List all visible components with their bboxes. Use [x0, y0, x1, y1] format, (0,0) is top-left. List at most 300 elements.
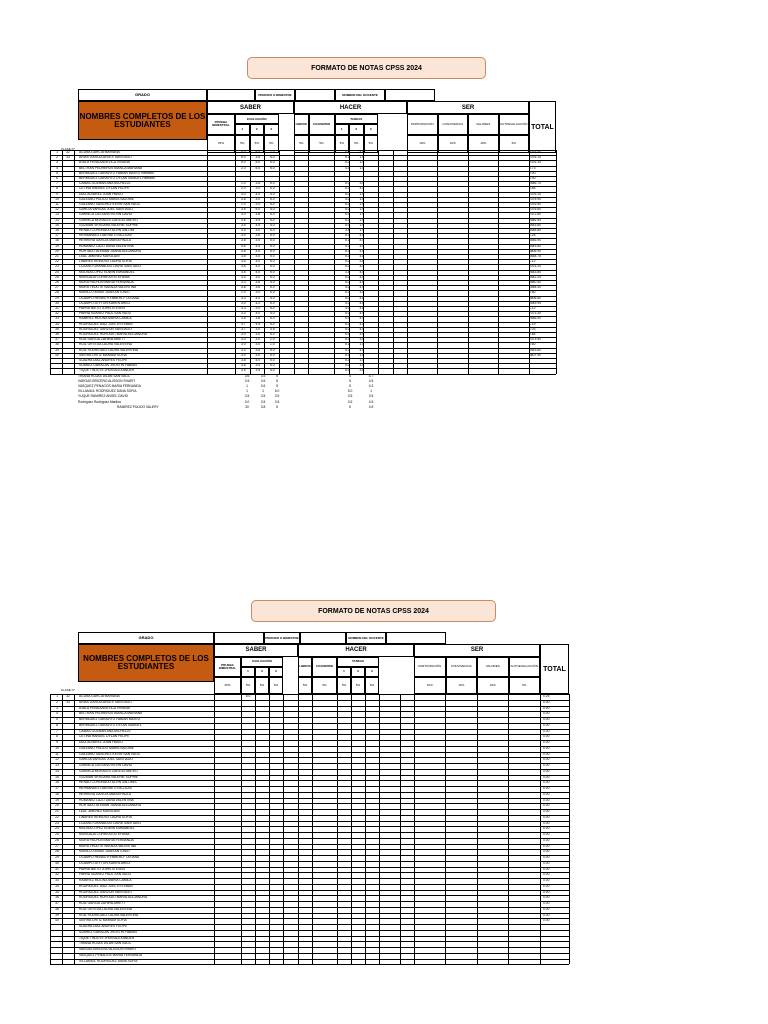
eval-value: 5.0 — [269, 222, 275, 227]
eval-value: 4.5 — [255, 248, 261, 253]
pct-t3: 5% — [365, 677, 379, 695]
student-name: GALEANO SANCHEZ KEVIN SANTIAGO — [79, 751, 141, 756]
row-number: 1 — [56, 694, 58, 698]
tarea-value: 4.0 — [344, 306, 350, 310]
student-name: RODRIGUEZ GARZON SANTIAGO — [79, 326, 132, 331]
row-number: 16 — [55, 780, 59, 785]
row-number: 6 — [56, 176, 58, 180]
extra-value: 5 — [349, 373, 351, 378]
tarea-value: 5.0 — [344, 254, 350, 258]
eval-value: 5.0 — [269, 160, 275, 165]
extra-value: 3.5 — [260, 373, 266, 378]
tarea-value: 5.0 — [344, 326, 350, 331]
eval-value: 5.0 — [269, 274, 275, 279]
eval-value: 3.5 — [240, 269, 246, 274]
student-name: RAMIREZ MOLINA MARIA CAMILA — [79, 878, 132, 882]
student-name: DIAZ ALVAREZ JUAN PABLO — [79, 740, 123, 744]
student-name: HURTADO ALEMAN JUANA ALEJANDRA — [79, 248, 141, 253]
row-number: 15 — [55, 222, 59, 227]
student-name: SUAREZ GARALAN JHOSTIN FABIAN — [79, 363, 137, 368]
row-number: 11 — [55, 751, 59, 756]
student-name: RUIZ ORTEGA LAURA VALENTINA — [79, 342, 133, 347]
eval-value: 5.0 — [269, 259, 275, 264]
tarea-value: 5.0 — [344, 160, 350, 165]
student-name: MORA TINJOTE NATALIA VALENTINA — [79, 285, 137, 290]
row-number: 10 — [55, 196, 59, 201]
eval-value: 3.8 — [240, 363, 246, 368]
eval-value: 3.0 — [255, 326, 261, 331]
row-number: 40 — [55, 352, 59, 357]
extra-value: 3.5 — [347, 399, 353, 404]
extra-value: 5 — [349, 384, 351, 388]
student-name: MURILLO ARIAS JUAN ANTONIO — [79, 849, 130, 854]
eval-value: 5.0 — [269, 191, 275, 196]
students-name-header: NOMBRES COMPLETOS DE LOS ESTUDIANTES — [78, 644, 214, 682]
docente-value — [386, 632, 446, 644]
row-number: 32 — [55, 872, 59, 877]
student-name: RUIZ RODRIGUEZ LAURA VALENTINA — [79, 912, 139, 917]
extra-value: 1 — [246, 389, 248, 394]
tarea-value: 5.0 — [344, 290, 350, 295]
student-name: PARRA SUAREZ PAUL SANTIAGO — [79, 311, 132, 316]
tarea-value: 3.5 — [359, 290, 365, 295]
row-number: 6 — [56, 722, 58, 727]
row-total: 0.00 — [543, 717, 550, 721]
student-name: ARIAS GARCIA ARLEX SANTIAGO — [79, 699, 132, 704]
student-name: CAMAS GUZMAN ANA MICHELLE — [79, 728, 131, 733]
eval-value: 3.5 — [240, 222, 246, 227]
tarea-value: 5.0 — [344, 181, 350, 186]
student-name: HERNANDEZ LIBERATO NICOLAS — [79, 233, 132, 238]
eval-value: 3.8 — [240, 285, 246, 290]
eval-value: 5.0 — [269, 363, 275, 368]
student-name: GARNICA MORALES CARLOS MATEO — [79, 768, 138, 773]
tarea-value: 1.0 — [359, 160, 365, 165]
pct-auto: 5% — [499, 135, 530, 153]
tarea-value: 1.0 — [359, 358, 365, 362]
row-total: 0.00 — [543, 763, 550, 767]
tarea-value: 5.0 — [344, 186, 350, 191]
tarea-value: 5.0 — [344, 248, 350, 253]
student-name: HENAO CORONADO ALVIN SALOMIS — [79, 780, 137, 785]
eval-2: 2 — [255, 667, 269, 677]
eval-value: 3.0 — [240, 342, 246, 347]
row-number: 21 — [55, 809, 59, 813]
row-number: 28 — [55, 849, 59, 854]
student-name: GALEANO PULIDO MARIA SALOME — [79, 745, 134, 750]
row-number: 22 — [55, 814, 59, 819]
row-number: 2 — [56, 155, 58, 160]
student-name: CAMAS GUZMAN ANA MICHELLE — [79, 181, 131, 186]
pct-prueba: 25% — [207, 135, 235, 153]
eval-value: 3.5 — [240, 207, 246, 212]
eval-value: 3.8 — [240, 217, 246, 222]
eval-value: 4.6 — [240, 243, 246, 248]
pct-e1: 5% — [241, 677, 255, 695]
row-number: 21 — [55, 254, 59, 258]
row-total: 0.00 — [543, 745, 550, 750]
eval-value: 3.3 — [240, 306, 246, 310]
row-number: 22 — [55, 259, 59, 264]
tarea-value: 1.0 — [359, 228, 365, 232]
tarea-value: 5.0 — [344, 295, 350, 300]
row-number: 33 — [55, 878, 59, 882]
eval-value: 1.0 — [240, 181, 246, 186]
eval-value: 3.5 — [255, 238, 261, 243]
eval-value: 4.5 — [255, 321, 261, 326]
student-name: VILLAMILIL RODRIGUEZ DANA SOFIA — [78, 389, 137, 394]
student-name: VASQUEZ PENAGOS MARIA FERNANDA — [79, 952, 142, 957]
row-number: 9 — [56, 191, 58, 196]
extra-value: 3.5 — [274, 399, 280, 404]
row-total: 0.00 — [543, 918, 550, 923]
extra-value: 5 — [276, 384, 278, 388]
row-number: 23 — [55, 264, 59, 269]
student-name: SIERRA ORTIZ MARIAM SOFIA — [79, 352, 127, 357]
eval-value: 3.0 — [255, 290, 261, 295]
periodo-label: PERIODO O BIMESTRE — [255, 89, 295, 101]
pct-part: 10% — [407, 135, 438, 153]
pct-e1: 5% — [235, 135, 250, 153]
grado-value — [214, 632, 264, 644]
row-number: 14 — [55, 768, 59, 773]
row-total: 0.00 — [543, 757, 550, 762]
row-total: 2375.40 — [529, 150, 541, 154]
student-name: RODRIGUEZ GARZON SANTIAGO — [79, 889, 132, 894]
tarea-value: 3.5 — [344, 228, 350, 232]
student-name: LEAL JIMENEZ KAROLAIN — [79, 254, 120, 258]
eval-value: 3.0 — [255, 332, 261, 336]
row-total: 0540.40 — [529, 280, 541, 284]
eval-value: 4.7 — [240, 321, 246, 326]
student-name: RUIZ RODRIGUEZ LAURA VALENTINA — [79, 347, 139, 352]
eval-value: 1.0 — [240, 290, 246, 295]
row-number: 29 — [55, 855, 59, 859]
eval-value: 5.0 — [269, 295, 275, 300]
eval-value: 5.0 — [269, 316, 275, 321]
tarea-value: 5.0 — [344, 202, 350, 206]
row-total: 6806.90 — [529, 248, 541, 253]
row-total: 0548.30 — [529, 285, 541, 290]
row-number: 37 — [55, 337, 59, 342]
pct-t2: 5% — [349, 135, 364, 153]
row-total: 0.80 — [529, 290, 536, 295]
clase-number: 32 — [66, 694, 70, 698]
row-total: 0.00 — [543, 872, 550, 877]
extra-value: 4.5 — [368, 404, 374, 409]
clase-number: 33 — [66, 699, 70, 704]
tarea-value: 5.0 — [344, 311, 350, 316]
tarea-value: 5.0 — [344, 212, 350, 217]
student-name: RODRIGUEZ HURTADO MARIA ALEJANDRA — [79, 895, 148, 900]
row-number: 31 — [55, 866, 59, 871]
row-number: 12 — [55, 207, 59, 212]
valores-header: VALORES — [468, 114, 499, 135]
tarea-value: 1.0 — [359, 207, 365, 212]
row-number: 19 — [55, 243, 59, 248]
student-name: VASQUEZ PENAGOS MARIA FERNANDA — [78, 384, 141, 388]
docente-label: NOMBRE DEL DOCENTE — [335, 89, 385, 101]
tarea-2: 2 — [351, 667, 365, 677]
tarea-value: 4.5 — [359, 233, 365, 238]
eval-value: 3.8 — [255, 212, 261, 217]
tarea-value: 5.0 — [344, 332, 350, 336]
row-total: 0.00 — [543, 809, 550, 813]
clase-number: 33 — [66, 155, 70, 160]
eval-value: 4.2 — [255, 300, 261, 305]
tarea-value: 5.0 — [344, 300, 350, 305]
eval-value: 3.7 — [240, 326, 246, 331]
cuaderno-header: CUADERNO — [312, 657, 337, 677]
row-total: 0.00 — [543, 699, 550, 704]
row-total: 0546.70 — [529, 181, 541, 186]
tarea-value: 1.0 — [359, 222, 365, 227]
student-name: VILLAMILIL RODRIGUEZ DANA SOFIA — [79, 958, 138, 963]
pct-e3: 5% — [264, 135, 279, 153]
row-number: 35 — [55, 326, 59, 331]
eval-value: 5.0 — [240, 150, 246, 154]
row-total: 0.25 — [543, 694, 550, 698]
row-number: 3 — [56, 160, 58, 165]
tarea-value: 4.5 — [359, 326, 365, 331]
section-saber: SABER — [214, 644, 298, 657]
tarea-value: 4.5 — [359, 274, 365, 279]
student-name: SUAZHA DIAZ ANDRES FELIPE — [79, 358, 128, 362]
student-name: HUMANEZ LAZO DANA VALENTINA — [79, 243, 134, 248]
eval-value: 5.0 — [269, 248, 275, 253]
eval-value: 5.0 — [269, 212, 275, 217]
row-total: 2376.60 — [529, 207, 541, 212]
eval-value: 4.0 — [255, 311, 261, 316]
row-number: 36 — [55, 332, 59, 336]
eval-value: 3.5 — [255, 254, 261, 258]
eval-value: 5.0 — [269, 368, 275, 373]
student-name: HENAO CORONADO ALVIN SALOMI — [79, 228, 135, 232]
autoevaluacion-header: AUTOEVALUACIÓN — [509, 657, 541, 677]
pct-val: 10% — [477, 677, 509, 695]
eval-value: 3.5 — [240, 316, 246, 321]
row-total: 1.12 — [529, 259, 536, 264]
row-number: 9 — [56, 740, 58, 744]
student-name: CETINA RANGEL DYLAN FELIPE — [79, 186, 130, 191]
row-total: 0.00 — [543, 774, 550, 779]
eval-3: 3 — [264, 124, 279, 134]
eval-value: 5.0 — [255, 165, 261, 170]
row-total: 2376.10 — [529, 160, 541, 165]
grade-rows-1 — [0, 150, 768, 490]
tarea-value: 4.0 — [359, 264, 365, 269]
tarea-value: 4.0 — [359, 280, 365, 284]
eval-value: 3.5 — [255, 363, 261, 368]
row-number: 35 — [55, 889, 59, 894]
tarea-2: 2 — [349, 124, 364, 134]
eval-1: 1 — [235, 124, 250, 134]
eval-value: 4.5 — [255, 222, 261, 227]
periodo-value — [295, 89, 335, 101]
row-total: 0546.55 — [529, 217, 541, 222]
student-name: OCAMPO LEYTON KAREN ARELI — [79, 860, 131, 865]
student-name: RODRIGUEZ DIAZ JOEL ESTEBAN — [79, 883, 133, 888]
tarea-value: 1.0 — [359, 212, 365, 217]
row-total: 0.00 — [543, 734, 550, 739]
tarea-value: 4.0 — [359, 316, 365, 321]
tarea-value: 4.0 — [359, 285, 365, 290]
tarea-value: 4.0 — [344, 165, 350, 170]
student-name: MOLINA LOPEZ EDWIN EMMANUEL — [79, 826, 135, 831]
row-number: 28 — [55, 290, 59, 295]
row-total: 2372.80 — [529, 212, 541, 217]
eval-value: 3.3 — [240, 280, 246, 284]
row-number: 39 — [55, 912, 59, 917]
student-name: VARGAS BRICEÑO ALISSON SHARIT — [78, 378, 136, 383]
row-total: 0.00 — [543, 832, 550, 836]
row-number: 30 — [55, 300, 59, 305]
extra-value: 5 — [276, 373, 278, 378]
row-number: 27 — [55, 285, 59, 290]
student-name: ACUÑA GARCIA MARIANA — [79, 694, 120, 698]
row-number: 11 — [55, 202, 59, 206]
extra-value: 3.5 — [260, 399, 266, 404]
libros-header: LIBROS — [294, 114, 309, 135]
student-name: GUZMAN VERGARA VALERIE SOPHIE — [79, 222, 139, 227]
tarea-value: 5.0 — [344, 363, 350, 368]
row-number: 26 — [55, 837, 59, 842]
tarea-value: 5.0 — [344, 243, 350, 248]
cuaderno-header: CUADERNO — [309, 114, 335, 135]
tarea-value: 1.0 — [359, 191, 365, 196]
eval-value: 4.0 — [255, 264, 261, 269]
extra-value: 3.6 — [244, 373, 250, 378]
tarea-value: 3.8 — [359, 368, 365, 373]
extra-value: 1 — [246, 384, 248, 388]
extra-value: 4.5 — [368, 378, 374, 383]
prueba-bimestral: PRUEBA BIMESTRAL — [214, 657, 241, 677]
row-total: 1.12 — [529, 306, 536, 310]
extra-value: 4.7 — [368, 373, 374, 378]
clase-number: 32 — [66, 150, 70, 154]
eval-value: 5.0 — [269, 280, 275, 284]
tarea-value: 5.0 — [344, 150, 350, 154]
student-name: TRIANA ROJAS DILAN SANTIAGO — [79, 941, 132, 946]
pct-libros: 5% — [294, 135, 309, 153]
participacion-header: PARTICIPACIÓN — [414, 657, 446, 677]
extra-value: 1 — [370, 389, 372, 394]
row-total: 0.00 — [529, 176, 536, 180]
tarea-value: 5.0 — [344, 358, 350, 362]
clase-label: CLASE N° — [60, 687, 76, 692]
student-name: VARGAS BRICEÑO ALISSON SHARIT — [79, 947, 137, 951]
extra-value: 3.6 — [260, 384, 266, 388]
row-number: 4 — [56, 711, 58, 716]
eval-value: 3.0 — [255, 337, 261, 342]
student-name: RODRIGUEZ DIAZ JOEL ESTEBAN — [79, 321, 133, 326]
eval-value: 5.0 — [269, 243, 275, 248]
row-number: 15 — [55, 774, 59, 779]
eval-value: 5.0 — [240, 160, 246, 165]
student-name: RUIZ ORTEGA LAURA VALENTINA — [79, 906, 133, 911]
pct-part: 10% — [414, 677, 446, 695]
row-number: 7 — [56, 181, 58, 186]
row-total: 0543.80 — [529, 243, 541, 248]
student-name: BERMUDEZ GARAVITO FABIAN MATEO — [79, 717, 141, 721]
row-number: 38 — [55, 906, 59, 911]
tarea-value: 4.8 — [359, 306, 365, 310]
eval-value: 5.0 — [269, 228, 275, 232]
row-total: 0.00 — [543, 780, 550, 785]
periodo-label: PERIODO O BIMESTRE — [264, 632, 300, 644]
student-name: YUQUE RAMIREZ ANGEL DAVID — [78, 394, 129, 399]
row-total: 0.00 — [543, 878, 550, 882]
eval-value: 1.0 — [269, 342, 275, 347]
row-total: 0548.75 — [529, 254, 541, 258]
tarea-value: 1.0 — [359, 352, 365, 357]
student-name: GARNICA CASTAÑO KEVIN DAVID — [79, 763, 133, 767]
periodo-value — [300, 632, 346, 644]
row-total: 2373.30 — [529, 311, 541, 316]
row-total: 0549.95 — [529, 300, 541, 305]
row-number: 37 — [55, 901, 59, 905]
row-total: 0542.25 — [529, 274, 541, 279]
row-number: 25 — [55, 274, 59, 279]
eval-value: 3.3 — [240, 347, 246, 352]
row-total: 0.00 — [543, 786, 550, 790]
participacion-header: PARTICIPACIÓN — [407, 114, 438, 135]
eval-value: 5.0 — [269, 238, 275, 243]
eval-value: 1.0 — [269, 337, 275, 342]
row-total: 0.00 — [543, 728, 550, 733]
extra-value: 1 — [262, 389, 264, 394]
row-number: 34 — [55, 321, 59, 326]
tarea-1: 1 — [337, 667, 351, 677]
eval-value: 3.8 — [240, 264, 246, 269]
row-number: 24 — [55, 826, 59, 831]
extra-value: 4.3 — [368, 384, 374, 388]
tarea-value: 5.0 — [344, 217, 350, 222]
eval-value: 5.0 — [269, 300, 275, 305]
tarea-value: 5.0 — [344, 191, 350, 196]
row-total: 0.00 — [543, 901, 550, 905]
eval-value: 3.0 — [255, 196, 261, 201]
student-name: PARRA NIETO JOHN STEVEN — [79, 306, 125, 310]
row-number: 30 — [55, 860, 59, 865]
student-name: BELTRAN PEDREROS BIANCA MARIANA — [79, 711, 143, 716]
grade-rows-2 — [0, 694, 768, 1024]
pct-e2: 5% — [250, 135, 265, 153]
row-total: 6806.80 — [529, 295, 541, 300]
eval-value: 5.0 — [269, 264, 275, 269]
eval-value: 3.5 — [240, 196, 246, 201]
eval-value: 5.0 — [255, 150, 261, 154]
student-name: LOZANO GRANADOS DAVID SANTIAGO — [79, 820, 142, 825]
eval-value: 1.0 — [269, 150, 275, 154]
row-total: 0.73 — [529, 165, 536, 170]
row-number: 33 — [55, 316, 59, 321]
row-total: 0543.85 — [529, 269, 541, 274]
tarea-3: 3 — [364, 124, 379, 134]
tareas-header: TAREAS — [335, 114, 379, 124]
page-title: FORMATO DE NOTAS CPSS 2024 — [247, 57, 486, 79]
eval-value: 3.0 — [255, 342, 261, 347]
student-name: AYALA PEÑA ANGELICA VIVIANA — [79, 705, 130, 710]
tarea-value: 5.0 — [344, 285, 350, 290]
extra-value: 3.5 — [244, 378, 250, 383]
eval-1: 1 — [241, 667, 255, 677]
student-name: HUMANEZ LAZO DANA VALENTINA — [79, 797, 134, 802]
student-name: OCAMPO HENAO KYMBERLY TATIANA — [79, 295, 140, 300]
row-total: 0.00 — [543, 860, 550, 865]
pct-libros: 5% — [298, 677, 312, 695]
section-hacer: HACER — [294, 101, 407, 114]
